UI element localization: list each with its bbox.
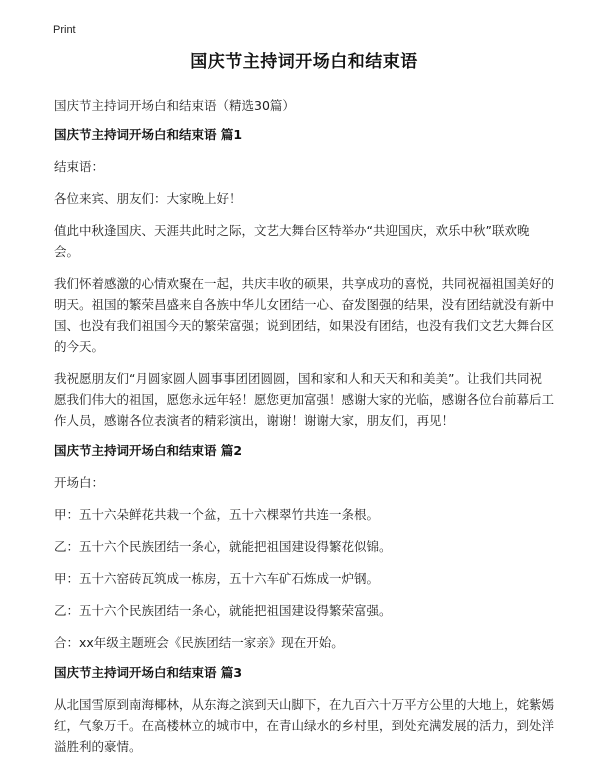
print-link[interactable]: Print	[53, 24, 76, 36]
document-subtitle: 国庆节主持词开场白和结束语（精选30篇）	[54, 98, 295, 113]
document-body	[54, 51, 554, 768]
section-heading-3: 国庆节主持词开场白和结束语 篇3	[54, 665, 243, 680]
paragraph: 甲：五十六窑砖瓦筑成一栋房，五十六车矿石炼成一炉钢。	[54, 571, 380, 586]
paragraph: 各位来宾、朋友们：大家晚上好！	[54, 191, 242, 206]
paragraph: 乙：五十六个民族团结一条心，就能把祖国建设得繁荣富强。	[54, 603, 392, 618]
paragraph: 我们怀着感激的心情欢聚在一起，共庆丰收的硕果，共享成功的喜悦，共同祝福祖国美好的明天。祖国的繁荣昌盛来自各族中华儿女团结一心、奋发图强的结果，没有团结就没有新中国、也没有我们祖国今天的繁荣富强；说到团结，如果没有团结，也没有我们文艺大舞台区的今天。	[54, 276, 555, 354]
section-heading-1: 国庆节主持词开场白和结束语 篇1	[54, 127, 243, 142]
paragraph: 开场白：	[54, 475, 105, 490]
paragraph: 我祝愿朋友们“月圆家圆人圆事事团团圆圆，国和家和人和天天和和美美”。让我们共同祝愿我们伟大的祖国，愿您永远年轻！愿您更加富强！感谢大家的光临，感谢各位台前幕后工作人员，感谢各位表演者的精彩演出，谢谢！谢谢大家，朋友们，再见！	[54, 371, 555, 428]
paragraph: 值此中秋逢国庆、天涯共此时之际，文艺大舞台区特举办“共迎国庆，欢乐中秋”联欢晚会。	[54, 223, 530, 259]
paragraph: 从北国雪原到南海椰林，从东海之滨到天山脚下，在九百六十万平方公里的大地上，姹紫嫣红，气象万千。在高楼林立的城市中，在青山绿水的乡村里，到处充满发展的活力，到处洋溢胜利的豪情。	[54, 697, 555, 754]
page-title: 国庆节主持词开场白和结束语	[190, 52, 418, 72]
section-heading-2: 国庆节主持词开场白和结束语 篇2	[54, 443, 243, 458]
paragraph: 结束语：	[54, 159, 105, 174]
paragraph: 甲：五十六朵鲜花共栽一个盆，五十六棵翠竹共连一条根。	[54, 507, 380, 522]
paragraph: 合：xx年级主题班会《民族团结一家亲》现在开始。	[54, 635, 344, 650]
paragraph: 乙：五十六个民族团结一条心，就能把祖国建设得繁花似锦。	[54, 539, 392, 554]
